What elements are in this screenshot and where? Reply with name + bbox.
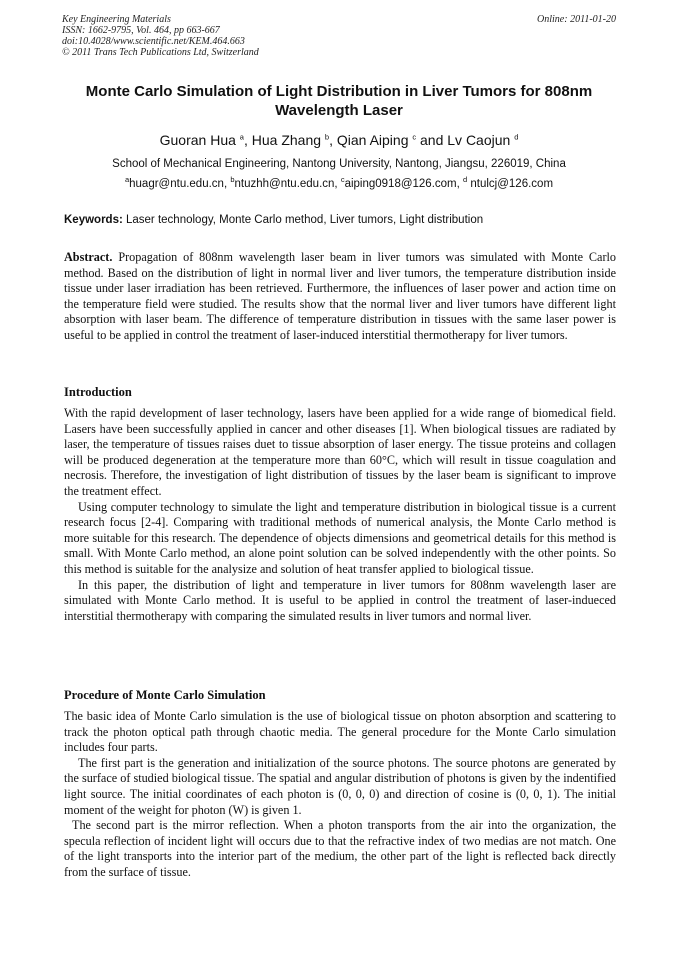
paper-title: Monte Carlo Simulation of Light Distribution in Liver Tumors for 808nm Wavelength Laser	[85, 83, 593, 119]
email-list	[62, 177, 616, 192]
author-sep: and	[416, 132, 448, 148]
journal-name: Key Engineering Materials	[62, 14, 171, 25]
doi-line: doi:10.4028/www.scientific.net/KEM.464.663	[62, 36, 245, 47]
author-name: Lv Caojun	[447, 132, 511, 148]
author-name: Qian Aiping	[336, 132, 409, 148]
abstract-label: Abstract.	[64, 250, 113, 264]
author-4	[447, 132, 518, 148]
email-mark: c	[340, 175, 345, 185]
issn-line: ISSN: 1662-9795, Vol. 464, pp 663-667	[62, 25, 220, 36]
email-2	[230, 175, 341, 190]
author-sep: ,	[243, 132, 252, 148]
author-name: Guoran Hua	[159, 132, 236, 148]
email-sep: ,	[334, 178, 341, 190]
intro-paragraph: In this paper, the distribution of light and temperature in liver tumors for 808nm wavelength laser are simulated with Monte Carlo method. It is useful to be applied in control the treatment of laser-indueced interstitial thermotherapy with comparing the simulated results in liver tumors and normal liver.	[64, 577, 616, 623]
email-3	[340, 175, 464, 190]
keywords-text: Laser technology, Monte Carlo method, Liver tumors, Light distribution	[126, 214, 484, 226]
intro-paragraph: Using computer technology to simulate the light and temperature distribution in biological tissue is a current research focus [2-4]. Comparing with traditional methods of numerical analysis, the Monte Carlo method is more suitable for this research. The dependence of objects dimensions and geometrical details for this method is small. With Monte Carlo method, an alone point solution can be solved independently with the other points. So this method is suitable for the analysize and solution of heat transfer applied to biological tissue.	[64, 499, 616, 576]
email-mark: b	[230, 175, 235, 185]
email-4	[463, 175, 554, 190]
affiliation: School of Mechanical Engineering, Nantong University, Nantong, Jiangsu, 226019, China	[112, 158, 566, 170]
intro-paragraph: With the rapid development of laser technology, lasers have been applied for a wide range of biomedical field. Lasers have been successfully applied in cancer and other diseases [1]. When biological tissues are radiated by laser, the temperature of tissues raises duet to tissue absorption of laser energy. The tissue proteins and collagen will be produced degeneration at the temperature more than 60°C, which will result in tissue coagulation and necrosis. Therefore, the investigation of light distribution of tissues by the laser beam is significant to improve the treatment effect.	[64, 406, 616, 498]
introduction-heading: Introduction	[64, 385, 132, 399]
email-1	[124, 175, 231, 190]
author-mark: d	[514, 132, 519, 142]
procedure-paragraph: The first part is the generation and initialization of the source photons. The source photons are generated by the surface of studied biological tissue. The spatial and angular distribution of photons is given by the indentified light source. The initial coordinates of each photon is (0, 0, 0) and direction of cosine is (0, 0, 1). The initial moment of the weight for photon (W) is given 1.	[64, 755, 616, 817]
procedure-paragraph: The second part is the mirror reflection. When a photon transports from the air into the organization, the specula reflection of incident light will occurs due to that the refractive index of two medias are not match. One of the light transports into the interior part of the medium, the other part of the light is reflected back directly from the surface of tissue.	[64, 818, 616, 879]
email-sep: ,	[456, 178, 464, 190]
procedure-paragraph: The basic idea of Monte Carlo simulation is the use of biological tissue on photon absorption and scattering to track the photon optical path through chaotic media. The general procedure for the Monte Carlo simulation includes four parts.	[64, 709, 616, 755]
copyright-line: © 2011 Trans Tech Publications Ltd, Switzerland	[62, 47, 259, 58]
introduction-section	[64, 406, 616, 624]
author-mark: a	[239, 132, 244, 142]
author-2	[252, 132, 337, 148]
author-mark: c	[412, 132, 417, 142]
abstract	[64, 250, 616, 344]
email-address: huagr@ntu.edu.cn	[129, 178, 224, 190]
email-address: aiping0918@126.com	[344, 178, 457, 190]
author-sep: ,	[329, 132, 337, 148]
abstract-text: Propagation of 808nm wavelength laser beam in liver tumors was simulated with Monte Carlo method. Based on the distribution of light in normal liver and liver tumors, the temperature distribution inside tissue under laser irradiation has been retrieved. Furthermore, the influences of laser power and action time on the temperature field were studied. The results show that the normal liver and liver tumors have different light absorption with laser beam. The difference of temperature distribution in tissues with the same laser power is useful to be applied in control the treatment of laser-induced interstitial thermotherapy for liver tumors.	[64, 250, 617, 342]
email-address: ntulcj@126.com	[470, 178, 554, 190]
keywords-label: Keywords:	[64, 214, 123, 226]
author-list	[62, 131, 616, 149]
email-mark: d	[463, 175, 468, 185]
email-address: ntuzhh@ntu.edu.cn	[234, 178, 335, 190]
author-mark: b	[324, 132, 330, 142]
journal-header	[62, 14, 616, 58]
author-3	[337, 132, 447, 148]
email-mark: a	[124, 175, 130, 185]
procedure-section	[64, 709, 616, 881]
online-date: Online: 2011-01-20	[537, 14, 616, 25]
email-sep: ,	[223, 178, 231, 190]
author-name: Hua Zhang	[251, 132, 322, 148]
keywords	[64, 213, 616, 228]
author-1	[160, 132, 252, 148]
procedure-heading: Procedure of Monte Carlo Simulation	[64, 688, 266, 702]
